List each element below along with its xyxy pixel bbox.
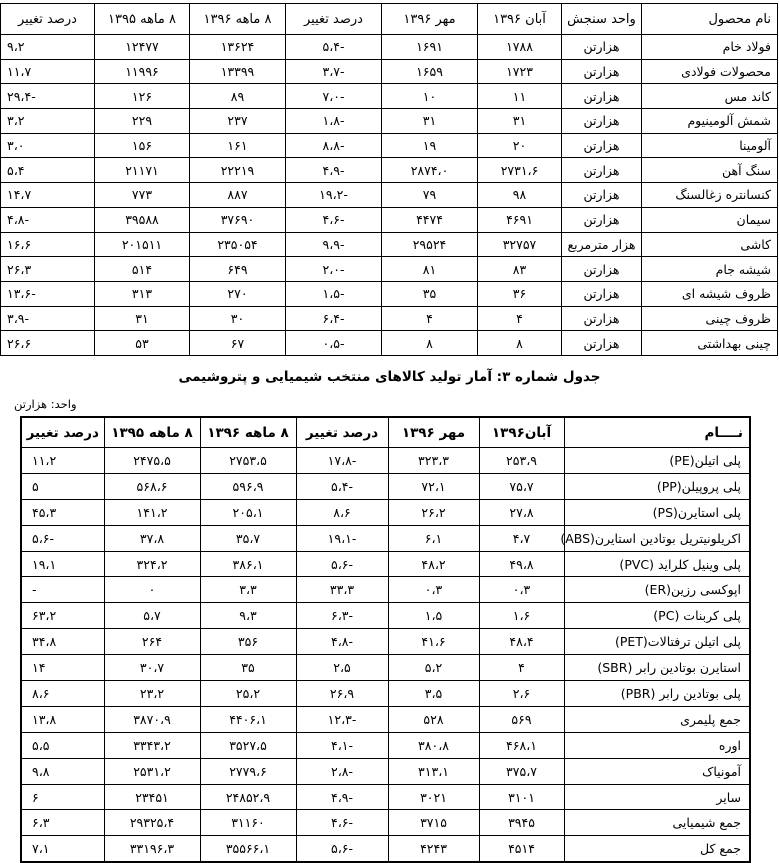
table-cell: ۴۵،۳ — [21, 499, 104, 525]
table-row — [21, 448, 750, 474]
table-cell: ۶ — [21, 784, 104, 810]
table-cell: ۳،۵ — [388, 681, 479, 707]
table-cell: ۲۱۱۷۱ — [95, 158, 190, 183]
table-cell: شیشه جام — [642, 257, 778, 282]
table-cell: هزارتن — [562, 133, 642, 158]
table-cell: -۶،۳ — [296, 603, 388, 629]
table-cell: ۲۶۴ — [104, 629, 200, 655]
table-cell: ۲۵۳۱،۲ — [104, 758, 200, 784]
table-cell: سایر — [564, 784, 750, 810]
table-cell: ۸،۶ — [21, 681, 104, 707]
table-cell: ۳۸۶،۱ — [200, 551, 296, 577]
table-cell: ۳۰ — [190, 306, 286, 331]
table-cell: هزارتن — [562, 257, 642, 282]
table-cell: ۲۹۵۲۴ — [382, 232, 478, 257]
table-cell: ۹،۸ — [21, 758, 104, 784]
table-cell: استایرن بوتادین رابر (SBR) — [564, 655, 750, 681]
col-header-8month-1396: ۸ ماهه ۱۳۹۶ — [200, 417, 296, 448]
table-cell: فولاد خام — [642, 35, 778, 60]
table-row — [1, 158, 778, 183]
table-cell: ۱۱۹۹۶ — [95, 59, 190, 84]
col-header-unit: واحد سنجش — [562, 4, 642, 35]
table-cell: -۵،۶ — [296, 836, 388, 862]
table-cell: ۲۰ — [478, 133, 562, 158]
table-cell: پلی کربنات (PC) — [564, 603, 750, 629]
table-cell: -۷،۰ — [286, 84, 382, 109]
table-cell: ۳۱۳ — [95, 281, 190, 306]
table-row — [21, 706, 750, 732]
table-cell: -۱۲،۳ — [296, 706, 388, 732]
table-cell: ۱۷۸۸ — [478, 35, 562, 60]
table-cell: ۶،۳ — [21, 810, 104, 836]
table-cell: ۱۳،۸ — [21, 706, 104, 732]
col-header-aban: آبان ۱۳۹۶ — [478, 4, 562, 35]
table-cell: ۳۵،۷ — [200, 525, 296, 551]
table-cell: ۱۲۴۷۷ — [95, 35, 190, 60]
table-cell: هزارتن — [562, 84, 642, 109]
table-cell: ۷۹ — [382, 183, 478, 208]
table-cell: اپوکسی رزین(ER) — [564, 577, 750, 603]
table-cell: ۲۶،۶ — [1, 331, 95, 356]
table-cell: پلی وینیل کلراید (PVC) — [564, 551, 750, 577]
table-row — [21, 525, 750, 551]
table-cell: ۲۷،۸ — [479, 499, 564, 525]
table-cell: ۱۴،۷ — [1, 183, 95, 208]
table-cell: ۱۶۱ — [190, 133, 286, 158]
table-cell: ۳۳۴۳،۲ — [104, 732, 200, 758]
table-cell: ۲۳۴۵۱ — [104, 784, 200, 810]
table-cell: ۳۲۷۵۷ — [478, 232, 562, 257]
table-cell: ۳،۰ — [1, 133, 95, 158]
table-cell: ظروف شیشه ای — [642, 281, 778, 306]
table-cell: ۶۷ — [190, 331, 286, 356]
table-cell: -۸،۸ — [286, 133, 382, 158]
table-cell: پلی اتیلن ترفتالات(PET) — [564, 629, 750, 655]
table-cell: هزارتن — [562, 109, 642, 134]
table-cell: -۴،۸ — [1, 207, 95, 232]
table-row — [1, 109, 778, 134]
table-cell: -۴،۱ — [296, 732, 388, 758]
table-cell: ۸۳ — [478, 257, 562, 282]
table-cell: ۳۳،۳ — [296, 577, 388, 603]
table-cell: ۳۱ — [95, 306, 190, 331]
table-cell: کاند مس — [642, 84, 778, 109]
table-cell: هزارتن — [562, 158, 642, 183]
table-cell: -۱۷،۸ — [296, 448, 388, 474]
table-cell: -۲۹،۴ — [1, 84, 95, 109]
col-header-8month-1395: ۸ ماهه ۱۳۹۵ — [104, 417, 200, 448]
table-cell: ۲۸۷۴،۰ — [382, 158, 478, 183]
table-cell: ۱۱ — [478, 84, 562, 109]
table-row — [21, 655, 750, 681]
table-cell: ۱۳۳۹۹ — [190, 59, 286, 84]
table-cell: -۵،۴ — [286, 35, 382, 60]
table-cell: ۳۵ — [200, 655, 296, 681]
table-cell: ۶،۱ — [388, 525, 479, 551]
table-cell: محصولات فولادی — [642, 59, 778, 84]
table-row — [21, 499, 750, 525]
table-cell: ۳۹۵۸۸ — [95, 207, 190, 232]
col-header-product: نام محصول — [642, 4, 778, 35]
table-header-row — [1, 4, 778, 35]
table-cell: -۵،۶ — [296, 551, 388, 577]
table-cell: ۵،۵ — [21, 732, 104, 758]
table-cell: ۵۳ — [95, 331, 190, 356]
table-cell: -۵،۶ — [21, 525, 104, 551]
table-cell: هزارتن — [562, 281, 642, 306]
table-cell: ۳۵۵۶۶،۱ — [200, 836, 296, 862]
table-cell: -۱۹،۱ — [296, 525, 388, 551]
table-cell: ۵۲۸ — [388, 706, 479, 732]
table-cell: پلی استایرن(PS) — [564, 499, 750, 525]
table-cell: هزارتن — [562, 183, 642, 208]
table-cell: ۲۲۲۱۹ — [190, 158, 286, 183]
table-cell: ۳۹۴۵ — [479, 810, 564, 836]
table-cell: هزارتن — [562, 306, 642, 331]
col-header-8month-1395: ۸ ماهه ۱۳۹۵ — [95, 4, 190, 35]
table-cell: ۱۱،۷ — [1, 59, 95, 84]
table-cell: ۲،۶ — [479, 681, 564, 707]
table-cell: ۳۷،۸ — [104, 525, 200, 551]
table-row — [1, 35, 778, 60]
table-cell: ۴،۷ — [479, 525, 564, 551]
table-cell: ۳۲۳،۳ — [388, 448, 479, 474]
table-row — [1, 331, 778, 356]
table-cell: -۱،۸ — [286, 109, 382, 134]
table-cell: ۲۲۹ — [95, 109, 190, 134]
table-cell: ۳۷۵،۷ — [479, 758, 564, 784]
table-cell: ۷۵،۷ — [479, 473, 564, 499]
table-cell: ۱۶۹۱ — [382, 35, 478, 60]
table-cell: ۲۳،۲ — [104, 681, 200, 707]
table-body — [21, 448, 750, 863]
table-caption: جدول شماره ۳: آمار تولید کالاهای منتخب شیمیایی و پتروشیمی — [178, 369, 601, 385]
table-cell: ۴۶۸،۱ — [479, 732, 564, 758]
table-cell: ۱۴ — [21, 655, 104, 681]
table-cell: ۷۲،۱ — [388, 473, 479, 499]
table-cell: ۳۸۷۰،۹ — [104, 706, 200, 732]
table-cell: ۸ — [478, 331, 562, 356]
table-cell: ۲۶،۲ — [388, 499, 479, 525]
table-cell: هزارتن — [562, 331, 642, 356]
table-cell: ۲۷۵۳،۵ — [200, 448, 296, 474]
table-cell: جمع شیمیایی — [564, 810, 750, 836]
table-cell: ۹،۲ — [1, 35, 95, 60]
table-row — [21, 473, 750, 499]
table-cell: ۸۱ — [382, 257, 478, 282]
table-cell: ظروف چینی — [642, 306, 778, 331]
table-row — [1, 232, 778, 257]
table-cell: ۵۶۸،۶ — [104, 473, 200, 499]
table-cell: ۲۵۳،۹ — [479, 448, 564, 474]
unit-note: واحد: هزارتن — [14, 397, 77, 411]
table-cell: -۹،۹ — [286, 232, 382, 257]
table-cell: ۲۹۳۲۵،۴ — [104, 810, 200, 836]
table-cell: ۱۰ — [382, 84, 478, 109]
table-cell: سیمان — [642, 207, 778, 232]
table-row — [1, 281, 778, 306]
table-cell: ۸۸۷ — [190, 183, 286, 208]
table-row — [1, 133, 778, 158]
col-header-change-monthly: درصد تغییر — [286, 4, 382, 35]
table-cell: ۲۰۱۵۱۱ — [95, 232, 190, 257]
table-cell: ۳۲۴،۲ — [104, 551, 200, 577]
table-cell: ۵۱۴ — [95, 257, 190, 282]
table-cell: ۲۳۵۰۵۴ — [190, 232, 286, 257]
table-cell: ۱۶،۶ — [1, 232, 95, 257]
table-cell: -۱۳،۶ — [1, 281, 95, 306]
table-cell: ۳،۲ — [1, 109, 95, 134]
table-cell: -۴،۹ — [286, 158, 382, 183]
table-cell: ۱۲۶ — [95, 84, 190, 109]
col-header-change-yearly: درصد تغییر — [1, 4, 95, 35]
table-cell: ۳۳۱۹۶،۳ — [104, 836, 200, 862]
table-cell: ۳۰،۷ — [104, 655, 200, 681]
col-header-change-yearly: درصد تغییر — [21, 417, 104, 448]
table-cell: پلی اتیلن(PE) — [564, 448, 750, 474]
table-cell: -۶،۴ — [286, 306, 382, 331]
table-cell: جمع پلیمری — [564, 706, 750, 732]
table-cell: هزارتن — [562, 59, 642, 84]
table-cell: پلی بوتادین رابر (PBR) — [564, 681, 750, 707]
table-row — [21, 810, 750, 836]
table-cell: ۰،۳ — [479, 577, 564, 603]
table-cell: ۳۸۰،۸ — [388, 732, 479, 758]
table-cell: ۰ — [104, 577, 200, 603]
col-header-name: نــــام — [564, 417, 750, 448]
table-cell: ۳۰۲۱ — [388, 784, 479, 810]
table-cell: ۲،۵ — [296, 655, 388, 681]
table-cell: پلی پروپیلن(PP) — [564, 473, 750, 499]
table-cell: ۰،۳ — [388, 577, 479, 603]
table-cell: ۴۸،۲ — [388, 551, 479, 577]
table-cell: ۴۸،۴ — [479, 629, 564, 655]
table-cell: -۴،۸ — [296, 629, 388, 655]
table-cell: آلومینا — [642, 133, 778, 158]
table-cell: ۲۴۸۵۲،۹ — [200, 784, 296, 810]
table-row — [21, 758, 750, 784]
table-cell: ۲۷۷۹،۶ — [200, 758, 296, 784]
table-cell: ۳۴،۸ — [21, 629, 104, 655]
table-cell: ۱۷۲۳ — [478, 59, 562, 84]
table-cell: ۳۷۱۵ — [388, 810, 479, 836]
table-cell: -۲،۸ — [296, 758, 388, 784]
industrial-products-table — [0, 3, 778, 356]
table-cell: ۳۱۰۱ — [479, 784, 564, 810]
col-header-change-monthly: درصد تغییر — [296, 417, 388, 448]
table-cell: آمونیاک — [564, 758, 750, 784]
table-row — [1, 183, 778, 208]
table-row — [1, 306, 778, 331]
table-cell: ۲۶،۳ — [1, 257, 95, 282]
table-cell: -۴،۶ — [286, 207, 382, 232]
col-header-8month-1396: ۸ ماهه ۱۳۹۶ — [190, 4, 286, 35]
table-cell: -۳،۹ — [1, 306, 95, 331]
table-row — [21, 629, 750, 655]
table-row — [21, 681, 750, 707]
table-cell: -۴،۶ — [296, 810, 388, 836]
col-header-mehr: مهر ۱۳۹۶ — [382, 4, 478, 35]
table-cell: ۳،۳ — [200, 577, 296, 603]
table-cell: ۴ — [382, 306, 478, 331]
table-cell: ۹،۳ — [200, 603, 296, 629]
table-row — [1, 59, 778, 84]
table-cell: هزار مترمربع — [562, 232, 642, 257]
table-cell: اکریلونیتریل بوتادین استایرن(ABS) — [564, 525, 750, 551]
table-cell: جمع کل — [564, 836, 750, 862]
col-header-mehr: مهر ۱۳۹۶ — [388, 417, 479, 448]
table-cell: ۱،۵ — [388, 603, 479, 629]
table-cell: اوره — [564, 732, 750, 758]
table-cell: ۱۹،۱ — [21, 551, 104, 577]
table-cell: ۵،۲ — [388, 655, 479, 681]
table-cell: ۱۵۶ — [95, 133, 190, 158]
table-row — [21, 732, 750, 758]
table-cell: ۲۴۷۵،۵ — [104, 448, 200, 474]
table-cell: ۱۹ — [382, 133, 478, 158]
table-cell: ۱،۶ — [479, 603, 564, 629]
table-row — [21, 836, 750, 862]
table-cell: -۱۹،۲ — [286, 183, 382, 208]
table-cell: ۳۱۱۶۰ — [200, 810, 296, 836]
table-row — [21, 603, 750, 629]
table-cell: ۴۱،۶ — [388, 629, 479, 655]
table-row — [21, 551, 750, 577]
table-cell: -۰،۵ — [286, 331, 382, 356]
table-cell: ۸۹ — [190, 84, 286, 109]
table-cell: شمش آلومینیوم — [642, 109, 778, 134]
col-header-aban: آبان۱۳۹۶ — [479, 417, 564, 448]
table-cell: ۲۷۰ — [190, 281, 286, 306]
table-cell: کنسانتره زغالسنگ — [642, 183, 778, 208]
table-cell: ۳۵ — [382, 281, 478, 306]
table-cell: ۲۷۳۱،۶ — [478, 158, 562, 183]
table-cell: ۱۶۵۹ — [382, 59, 478, 84]
table-cell: ۹۸ — [478, 183, 562, 208]
table-cell: -۳،۷ — [286, 59, 382, 84]
table-cell: هزارتن — [562, 35, 642, 60]
table-cell: ۴۹،۸ — [479, 551, 564, 577]
table-cell: چینی بهداشتی — [642, 331, 778, 356]
table-body — [1, 35, 778, 356]
table-cell: ۷،۱ — [21, 836, 104, 862]
table-cell: ۳۷۶۹۰ — [190, 207, 286, 232]
table-cell: - — [21, 577, 104, 603]
table-cell: ۷۷۳ — [95, 183, 190, 208]
table-row — [1, 84, 778, 109]
table-cell: ۵۶۹ — [479, 706, 564, 732]
table-cell: ۱۱،۲ — [21, 448, 104, 474]
table-cell: ۳۱ — [478, 109, 562, 134]
table-cell: ۵،۷ — [104, 603, 200, 629]
table-row — [1, 207, 778, 232]
table-cell: ۴۵۱۴ — [479, 836, 564, 862]
table-cell: ۳۱۳،۱ — [388, 758, 479, 784]
table-cell: ۵ — [21, 473, 104, 499]
table-cell: ۶۳،۲ — [21, 603, 104, 629]
table-cell: ۴۴۰۶،۱ — [200, 706, 296, 732]
table-cell: ۴ — [479, 655, 564, 681]
table-cell: ۴ — [478, 306, 562, 331]
table-cell: ۵۹۶،۹ — [200, 473, 296, 499]
table-cell: ۳۵۲۷،۵ — [200, 732, 296, 758]
table-row — [1, 257, 778, 282]
table-row — [21, 784, 750, 810]
table-cell: هزارتن — [562, 207, 642, 232]
table-cell: ۱۴۱،۲ — [104, 499, 200, 525]
table-cell: ۵،۴ — [1, 158, 95, 183]
table-cell: ۳۶ — [478, 281, 562, 306]
table-cell: ۸،۶ — [296, 499, 388, 525]
table-cell: ۴۴۷۴ — [382, 207, 478, 232]
table-cell: ۴۲۴۳ — [388, 836, 479, 862]
table-cell: ۱۳۶۲۴ — [190, 35, 286, 60]
table-cell: ۸ — [382, 331, 478, 356]
table-cell: ۲۰۵،۱ — [200, 499, 296, 525]
table-cell: ۲۵،۲ — [200, 681, 296, 707]
table-cell: -۱،۵ — [286, 281, 382, 306]
table-cell: ۴۶۹۱ — [478, 207, 562, 232]
table-header-row — [21, 417, 750, 448]
table-cell: ۳۵۶ — [200, 629, 296, 655]
petrochemical-products-table — [20, 416, 751, 863]
table-cell: ۲۶،۹ — [296, 681, 388, 707]
table-cell: ۲۳۷ — [190, 109, 286, 134]
table-row — [21, 577, 750, 603]
table-cell: ۶۴۹ — [190, 257, 286, 282]
table-cell: ۳۱ — [382, 109, 478, 134]
table-cell: -۵،۴ — [296, 473, 388, 499]
table-cell: کاشی — [642, 232, 778, 257]
table-cell: -۴،۹ — [296, 784, 388, 810]
table-cell: -۲،۰ — [286, 257, 382, 282]
table-cell: سنگ آهن — [642, 158, 778, 183]
